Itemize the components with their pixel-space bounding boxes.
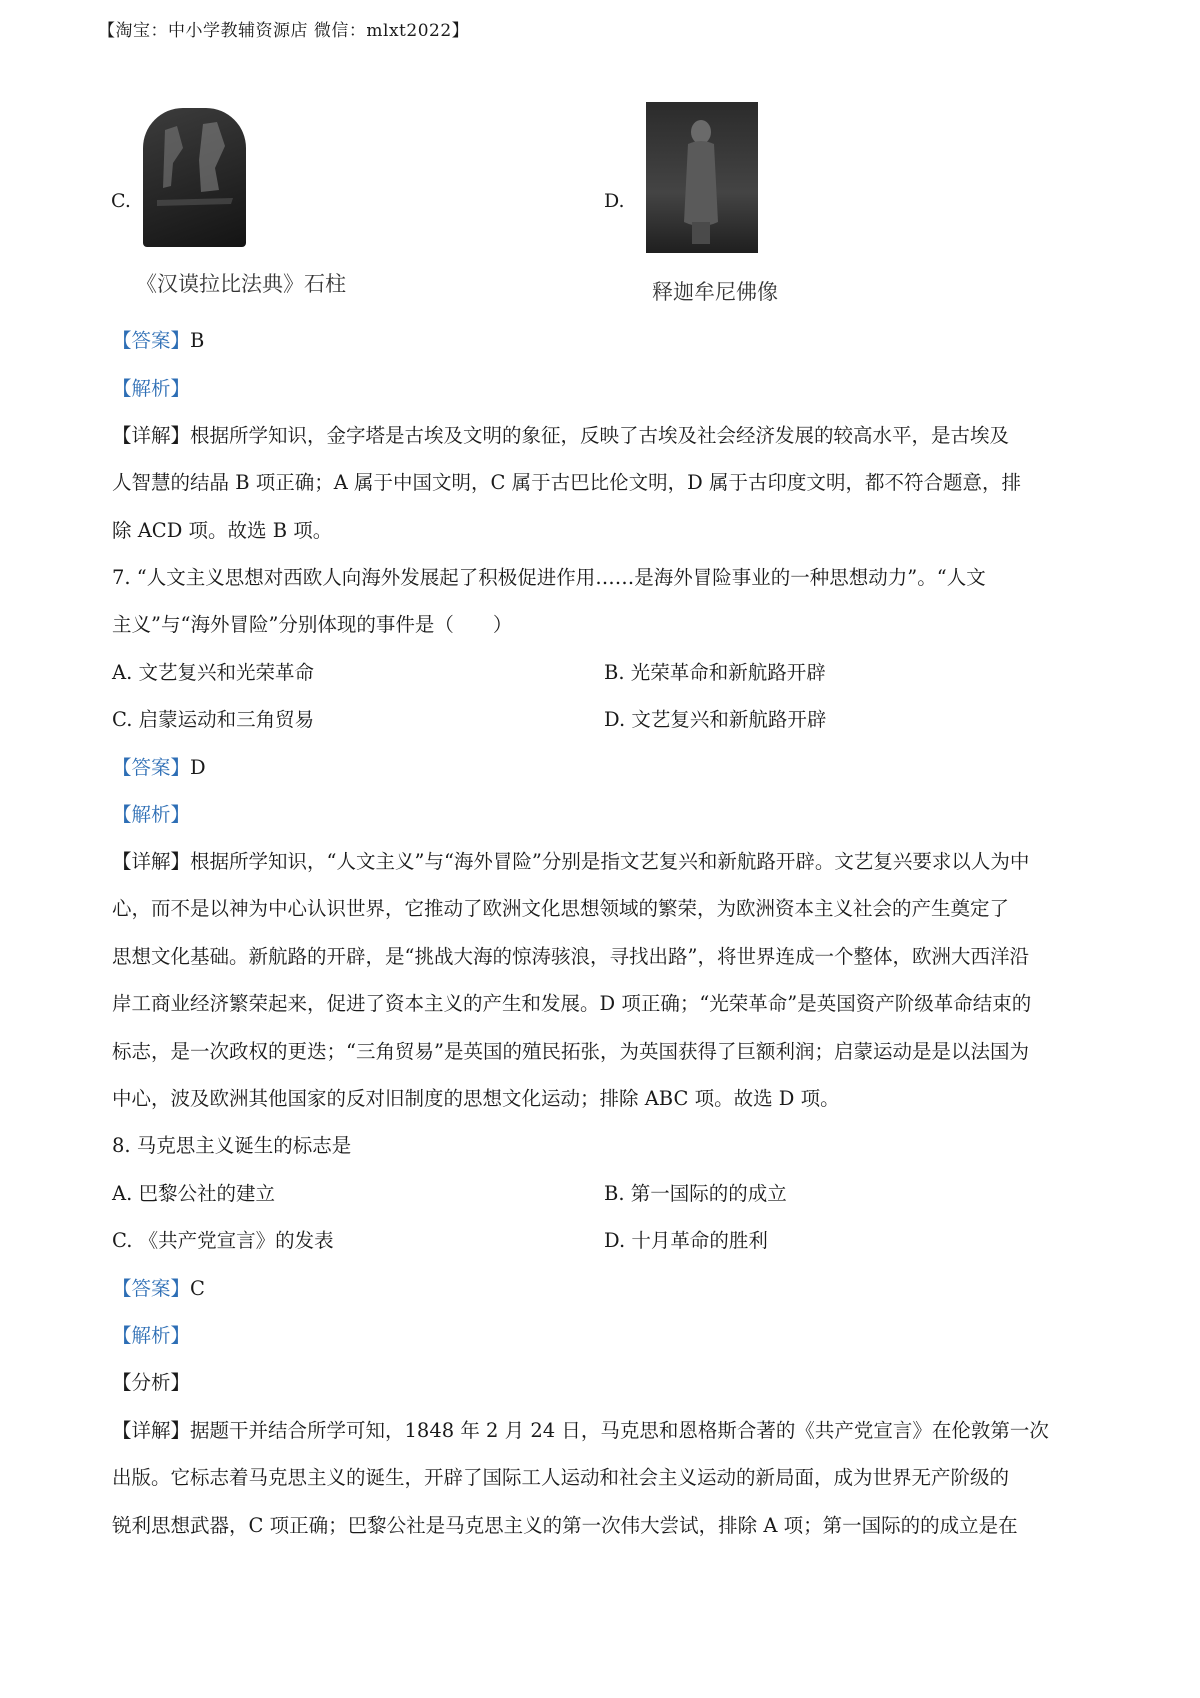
q7-stem: 主义”与“海外冒险”分别体现的事件是（ ） (112, 613, 513, 636)
q6-answer: 【答案】B (112, 329, 205, 352)
q8-option-d: D. 十月革命的胜利 (604, 1229, 768, 1252)
q7-detail-line: 岸工商业经济繁荣起来，促进了资本主义的产生和发展。D 项正确；“光荣革命”是英国资产阶级革命结束的 (112, 992, 1032, 1015)
q7-analysis-tag: 【解析】 (112, 803, 191, 826)
q6-detail-line: 人智慧的结晶 B 项正确；A 属于中国文明，C 属于古巴比伦文明，D 属于古印度文明，都不符合题意，排 (112, 471, 1021, 494)
q7-detail-line: 标志，是一次政权的更迭；“三角贸易”是英国的殖民拓张，为英国获得了巨额利润；启蒙运动是是以法国为 (112, 1040, 1029, 1063)
q7-option-a: A. 文艺复兴和光荣革命 (112, 661, 314, 684)
q7-detail-line: 【详解】根据所学知识，“人文主义”与“海外冒险”分别是指文艺复兴和新航路开辟。文艺复兴要求以人为中 (112, 850, 1030, 873)
buddha-statue-image (646, 102, 758, 253)
q8-option-a: A. 巴黎公社的建立 (112, 1182, 275, 1205)
q8-answer: 【答案】C (112, 1277, 205, 1300)
option-d-label: D. (604, 190, 625, 212)
q6-detail-line: 除 ACD 项。故选 B 项。 (112, 519, 333, 542)
q8-fenxi-tag: 【分析】 (112, 1371, 191, 1394)
q7-detail-line: 心，而不是以神为中心认识世界，它推动了欧洲文化思想领域的繁荣，为欧洲资本主义社会的产生奠定了 (112, 897, 1010, 920)
q7-option-c: C. 启蒙运动和三角贸易 (112, 708, 315, 731)
q8-option-b: B. 第一国际的的成立 (604, 1182, 787, 1205)
page-header: 【淘宝：中小学教辅资源店 微信：mlxt2022】 (98, 21, 470, 41)
hammurabi-caption: 《汉谟拉比法典》石柱 (136, 272, 346, 296)
q8-option-c: C. 《共产党宣言》的发表 (112, 1229, 334, 1252)
q8-analysis-tag: 【解析】 (112, 1324, 191, 1347)
q6-analysis-tag: 【解析】 (112, 377, 191, 400)
q7-stem: 7. “人文主义思想对西欧人向海外发展起了积极促进作用……是海外冒险事业的一种思想动力”。“人文 (112, 566, 986, 589)
buddha-caption: 释迦牟尼佛像 (652, 280, 778, 304)
q8-detail-line: 【详解】据题干并结合所学可知，1848 年 2 月 24 日，马克思和恩格斯合著的《共产党宣言》在伦敦第一次 (112, 1419, 1049, 1442)
q8-detail-line: 锐利思想武器，C 项正确；巴黎公社是马克思主义的第一次伟大尝试，排除 A 项；第一国际的的成立是在 (112, 1514, 1018, 1537)
q7-option-b: B. 光荣革命和新航路开辟 (604, 661, 826, 684)
q7-answer: 【答案】D (112, 756, 206, 779)
q8-detail-line: 出版。它标志着马克思主义的诞生，开辟了国际工人运动和社会主义运动的新局面，成为世界无产阶级的 (112, 1466, 1010, 1489)
q7-option-d: D. 文艺复兴和新航路开辟 (604, 708, 827, 731)
q7-detail-line: 中心，波及欧洲其他国家的反对旧制度的思想文化运动；排除 ABC 项。故选 D 项。 (112, 1087, 840, 1110)
hammurabi-stele-image (143, 108, 246, 247)
option-c-label: C. (111, 190, 131, 212)
q8-stem: 8. 马克思主义诞生的标志是 (112, 1134, 352, 1157)
q6-detail-line: 【详解】根据所学知识，金字塔是古埃及文明的象征，反映了古埃及社会经济发展的较高水平，是古埃及 (112, 424, 1010, 447)
q7-detail-line: 思想文化基础。新航路的开辟，是“挑战大海的惊涛骇浪，寻找出路”，将世界连成一个整体，欧洲大西洋沿 (112, 945, 1029, 968)
